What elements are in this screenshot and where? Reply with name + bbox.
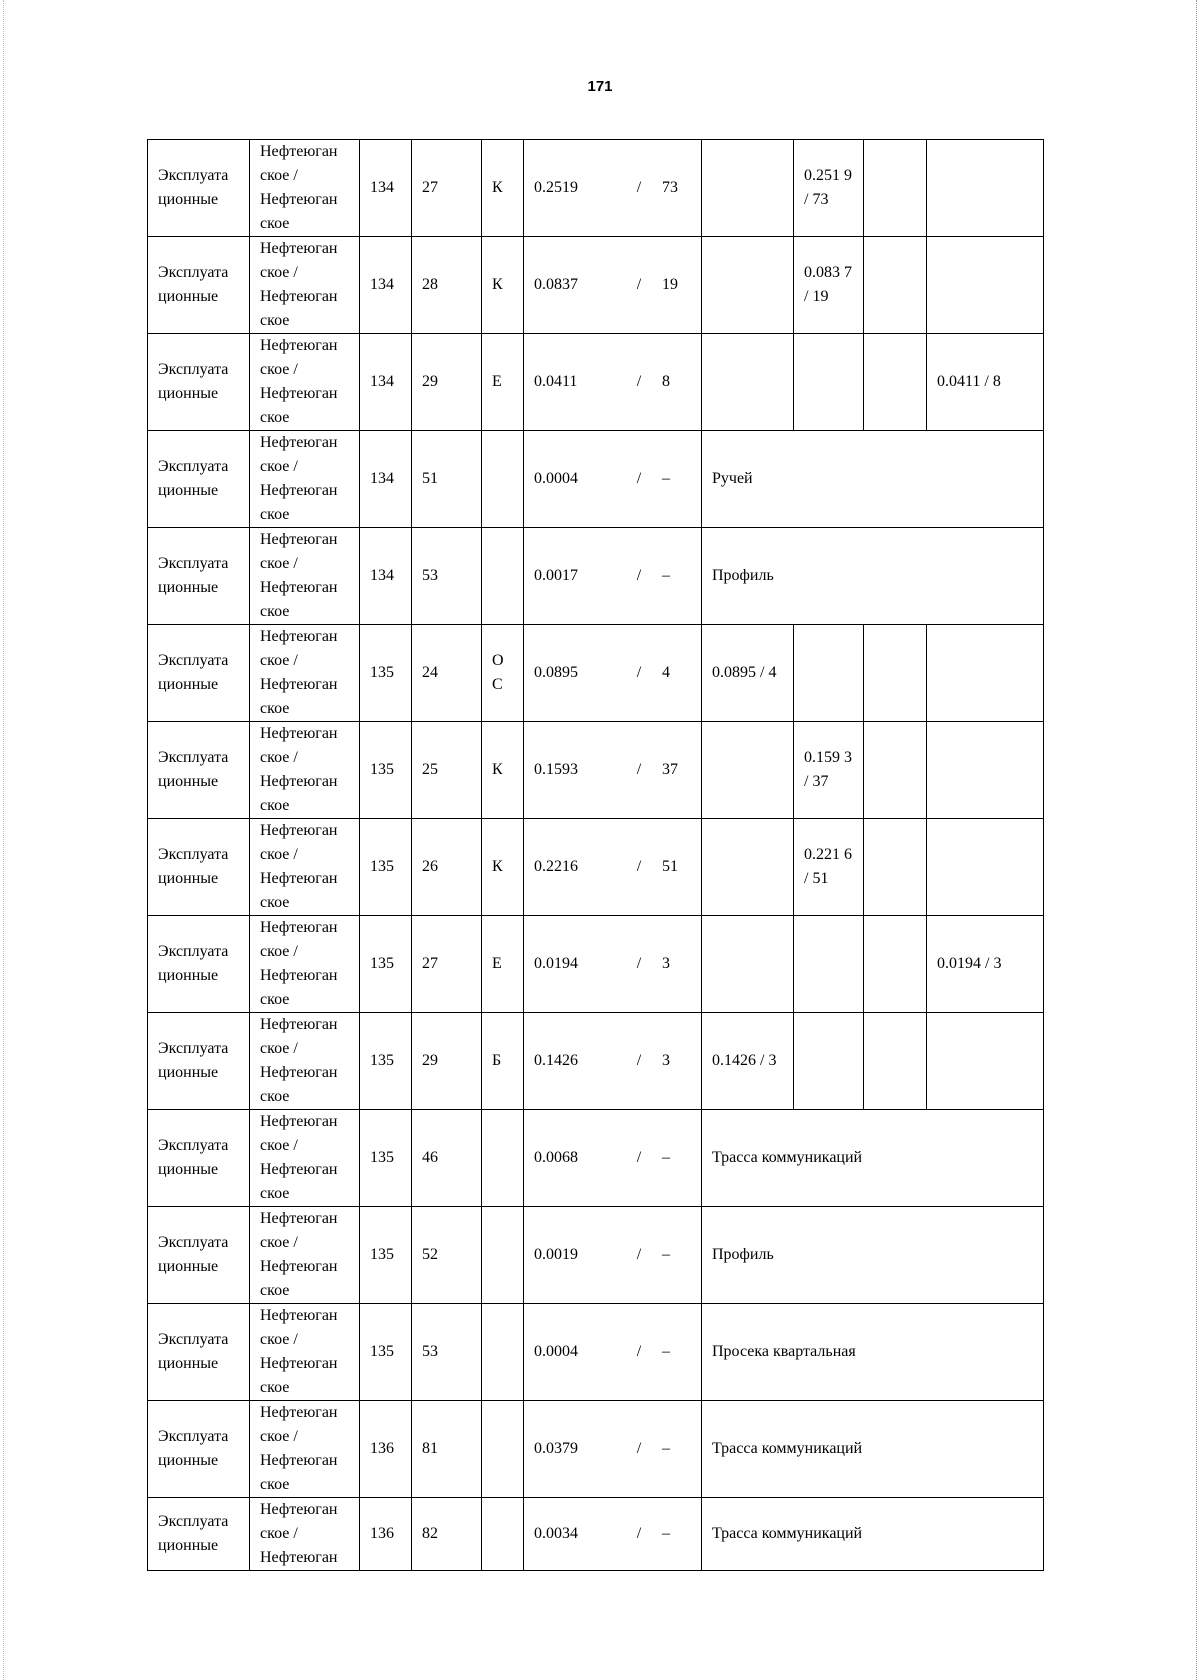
- land-category-cell: Эксплуата ционные: [148, 722, 250, 819]
- count-value: –: [661, 470, 670, 487]
- column-value-1: 0.0895 / 4: [702, 625, 794, 722]
- forestry-cell: Нефтеюган ское / Нефтеюган ское: [250, 722, 360, 819]
- area-count-group: [534, 758, 691, 782]
- quarter-number-cell: 134: [360, 431, 412, 528]
- area-count-cell: [524, 1401, 702, 1498]
- column-value-4: [927, 819, 1044, 916]
- area-value: 0.0194: [534, 955, 578, 972]
- column-value-3: [864, 334, 927, 431]
- slash-separator: /: [636, 276, 642, 293]
- table-row: [148, 722, 1044, 819]
- column-value-2: 0.251 9 / 73: [794, 140, 864, 237]
- slash-separator: /: [636, 1149, 642, 1166]
- land-category-cell: Эксплуата ционные: [148, 1013, 250, 1110]
- area-count-cell: [524, 334, 702, 431]
- area-value: 0.2216: [534, 858, 578, 875]
- count-value: –: [661, 1343, 670, 1360]
- plot-number-cell: 27: [412, 140, 482, 237]
- category-code-cell: [482, 431, 524, 528]
- land-category-cell: Эксплуата ционные: [148, 140, 250, 237]
- area-count-cell: [524, 1207, 702, 1304]
- column-value-4: [927, 237, 1044, 334]
- plot-number-cell: 53: [412, 528, 482, 625]
- column-value-3: [864, 819, 927, 916]
- quarter-number-cell: 134: [360, 528, 412, 625]
- area-value: 0.0895: [534, 664, 578, 681]
- column-value-2: 0.083 7 / 19: [794, 237, 864, 334]
- column-value-1: [702, 140, 794, 237]
- land-category-cell: Эксплуата ционные: [148, 819, 250, 916]
- description-cell: Трасса коммуникаций: [702, 1498, 1044, 1571]
- count-value: 3: [661, 955, 670, 972]
- column-value-1: [702, 334, 794, 431]
- area-value: 0.0411: [534, 373, 578, 390]
- slash-separator: /: [636, 1246, 642, 1263]
- land-category-cell: Эксплуата ционные: [148, 625, 250, 722]
- area-value: 0.1593: [534, 761, 578, 778]
- category-code-cell: О С: [482, 625, 524, 722]
- area-count-cell: [524, 1304, 702, 1401]
- column-value-1: [702, 237, 794, 334]
- forestry-cell: Нефтеюган ское / Нефтеюган ское: [250, 528, 360, 625]
- quarter-number-cell: 135: [360, 1304, 412, 1401]
- quarter-number-cell: 134: [360, 237, 412, 334]
- column-value-3: [864, 1013, 927, 1110]
- land-category-cell: Эксплуата ционные: [148, 334, 250, 431]
- slash-separator: /: [636, 761, 642, 778]
- column-value-2: [794, 1013, 864, 1110]
- area-value: 0.0379: [534, 1440, 578, 1457]
- area-count-group: [534, 952, 691, 976]
- category-code-cell: [482, 1207, 524, 1304]
- table-row: [148, 1498, 1044, 1571]
- area-count-cell: [524, 1110, 702, 1207]
- plot-number-cell: 24: [412, 625, 482, 722]
- plot-number-cell: 28: [412, 237, 482, 334]
- category-code-cell: [482, 528, 524, 625]
- forestry-cell: Нефтеюган ское / Нефтеюган ское: [250, 1110, 360, 1207]
- area-count-cell: [524, 1498, 702, 1571]
- column-value-3: [864, 140, 927, 237]
- forestry-cell: Нефтеюган ское / Нефтеюган ское: [250, 140, 360, 237]
- count-value: 51: [661, 858, 678, 875]
- area-count-group: [534, 176, 691, 200]
- area-count-cell: [524, 722, 702, 819]
- category-code-cell: Е: [482, 916, 524, 1013]
- forestry-cell: Нефтеюган ское / Нефтеюган: [250, 1498, 360, 1571]
- area-count-cell: [524, 237, 702, 334]
- table-row: [148, 625, 1044, 722]
- count-value: 4: [661, 664, 670, 681]
- quarter-number-cell: 135: [360, 625, 412, 722]
- area-count-group: [534, 661, 691, 685]
- slash-separator: /: [636, 1440, 642, 1457]
- area-count-group: [534, 1146, 691, 1170]
- column-value-1: [702, 819, 794, 916]
- plot-number-cell: 82: [412, 1498, 482, 1571]
- category-code-cell: К: [482, 237, 524, 334]
- column-value-1: 0.1426 / 3: [702, 1013, 794, 1110]
- category-code-cell: [482, 1304, 524, 1401]
- column-value-3: [864, 625, 927, 722]
- table-row: [148, 819, 1044, 916]
- area-count-cell: [524, 431, 702, 528]
- category-code-cell: [482, 1401, 524, 1498]
- quarter-number-cell: 135: [360, 916, 412, 1013]
- area-count-group: [534, 1340, 691, 1364]
- forestry-cell: Нефтеюган ское / Нефтеюган ское: [250, 819, 360, 916]
- forestry-cell: Нефтеюган ское / Нефтеюган ское: [250, 334, 360, 431]
- land-category-cell: Эксплуата ционные: [148, 1401, 250, 1498]
- plot-number-cell: 51: [412, 431, 482, 528]
- description-cell: Профиль: [702, 528, 1044, 625]
- column-value-4: [927, 722, 1044, 819]
- table-row: [148, 431, 1044, 528]
- slash-separator: /: [636, 373, 642, 390]
- area-value: 0.2519: [534, 179, 578, 196]
- area-count-cell: [524, 916, 702, 1013]
- area-count-group: [534, 1243, 691, 1267]
- area-value: 0.1426: [534, 1052, 578, 1069]
- description-cell: Трасса коммуникаций: [702, 1401, 1044, 1498]
- quarter-number-cell: 134: [360, 140, 412, 237]
- description-cell: Профиль: [702, 1207, 1044, 1304]
- area-count-group: [534, 1522, 691, 1546]
- category-code-cell: К: [482, 819, 524, 916]
- description-cell: Ручей: [702, 431, 1044, 528]
- slash-separator: /: [636, 955, 642, 972]
- count-value: 37: [661, 761, 678, 778]
- count-value: 19: [661, 276, 678, 293]
- plot-number-cell: 29: [412, 334, 482, 431]
- quarter-number-cell: 134: [360, 334, 412, 431]
- forestry-cell: Нефтеюган ское / Нефтеюган ское: [250, 1401, 360, 1498]
- forest-plots-table: [147, 139, 1044, 1571]
- table-row: [148, 334, 1044, 431]
- land-category-cell: Эксплуата ционные: [148, 431, 250, 528]
- area-value: 0.0068: [534, 1149, 578, 1166]
- category-code-cell: [482, 1498, 524, 1571]
- area-value: 0.0004: [534, 470, 578, 487]
- area-count-group: [534, 1049, 691, 1073]
- quarter-number-cell: 135: [360, 819, 412, 916]
- category-code-cell: К: [482, 140, 524, 237]
- forestry-cell: Нефтеюган ское / Нефтеюган ское: [250, 431, 360, 528]
- plot-number-cell: 52: [412, 1207, 482, 1304]
- area-value: 0.0004: [534, 1343, 578, 1360]
- land-category-cell: Эксплуата ционные: [148, 528, 250, 625]
- column-value-1: [702, 916, 794, 1013]
- land-category-cell: Эксплуата ционные: [148, 1207, 250, 1304]
- table-row: [148, 1013, 1044, 1110]
- land-category-cell: Эксплуата ционные: [148, 1304, 250, 1401]
- category-code-cell: Е: [482, 334, 524, 431]
- plot-number-cell: 81: [412, 1401, 482, 1498]
- column-value-1: [702, 722, 794, 819]
- column-value-4: [927, 625, 1044, 722]
- count-value: 73: [661, 179, 678, 196]
- quarter-number-cell: 136: [360, 1401, 412, 1498]
- column-value-3: [864, 916, 927, 1013]
- area-count-cell: [524, 140, 702, 237]
- area-count-cell: [524, 1013, 702, 1110]
- forestry-cell: Нефтеюган ское / Нефтеюган ское: [250, 1304, 360, 1401]
- table-row: [148, 237, 1044, 334]
- table-row: [148, 916, 1044, 1013]
- column-value-3: [864, 237, 927, 334]
- area-count-group: [534, 1437, 691, 1461]
- plot-number-cell: 53: [412, 1304, 482, 1401]
- table-row: [148, 1207, 1044, 1304]
- area-count-group: [534, 273, 691, 297]
- area-count-group: [534, 855, 691, 879]
- quarter-number-cell: 135: [360, 722, 412, 819]
- description-cell: Просека квартальная: [702, 1304, 1044, 1401]
- area-value: 0.0837: [534, 276, 578, 293]
- column-value-3: [864, 722, 927, 819]
- count-value: –: [661, 1440, 670, 1457]
- plot-number-cell: 27: [412, 916, 482, 1013]
- column-value-2: [794, 916, 864, 1013]
- count-value: –: [661, 567, 670, 584]
- slash-separator: /: [636, 1525, 642, 1542]
- area-count-cell: [524, 528, 702, 625]
- area-count-group: [534, 564, 691, 588]
- forestry-cell: Нефтеюган ское / Нефтеюган ское: [250, 916, 360, 1013]
- forestry-cell: Нефтеюган ское / Нефтеюган ское: [250, 625, 360, 722]
- quarter-number-cell: 135: [360, 1207, 412, 1304]
- land-category-cell: Эксплуата ционные: [148, 1110, 250, 1207]
- quarter-number-cell: 136: [360, 1498, 412, 1571]
- description-cell: Трасса коммуникаций: [702, 1110, 1044, 1207]
- scan-edge-left: [3, 0, 6, 1680]
- land-category-cell: Эксплуата ционные: [148, 237, 250, 334]
- category-code-cell: К: [482, 722, 524, 819]
- slash-separator: /: [636, 179, 642, 196]
- forestry-cell: Нефтеюган ское / Нефтеюган ское: [250, 1013, 360, 1110]
- page-number: 171: [587, 78, 613, 95]
- column-value-4: 0.0194 / 3: [927, 916, 1044, 1013]
- table-row: [148, 140, 1044, 237]
- area-count-cell: [524, 625, 702, 722]
- column-value-2: 0.221 6 / 51: [794, 819, 864, 916]
- area-value: 0.0019: [534, 1246, 578, 1263]
- table-row: [148, 1110, 1044, 1207]
- scan-edge-right: [1194, 0, 1197, 1680]
- slash-separator: /: [636, 858, 642, 875]
- slash-separator: /: [636, 664, 642, 681]
- column-value-2: [794, 625, 864, 722]
- column-value-2: 0.159 3 / 37: [794, 722, 864, 819]
- land-category-cell: Эксплуата ционные: [148, 916, 250, 1013]
- table-row: [148, 528, 1044, 625]
- plot-number-cell: 29: [412, 1013, 482, 1110]
- count-value: 8: [661, 373, 670, 390]
- quarter-number-cell: 135: [360, 1013, 412, 1110]
- forestry-cell: Нефтеюган ское / Нефтеюган ское: [250, 1207, 360, 1304]
- slash-separator: /: [636, 567, 642, 584]
- area-count-group: [534, 467, 691, 491]
- area-count-group: [534, 370, 691, 394]
- slash-separator: /: [636, 470, 642, 487]
- table-row: [148, 1401, 1044, 1498]
- count-value: 3: [661, 1052, 670, 1069]
- slash-separator: /: [636, 1343, 642, 1360]
- column-value-2: [794, 334, 864, 431]
- plot-number-cell: 26: [412, 819, 482, 916]
- area-value: 0.0034: [534, 1525, 578, 1542]
- category-code-cell: [482, 1110, 524, 1207]
- category-code-cell: Б: [482, 1013, 524, 1110]
- forestry-cell: Нефтеюган ское / Нефтеюган ское: [250, 237, 360, 334]
- area-count-cell: [524, 819, 702, 916]
- slash-separator: /: [636, 1052, 642, 1069]
- plot-number-cell: 46: [412, 1110, 482, 1207]
- land-category-cell: Эксплуата ционные: [148, 1498, 250, 1571]
- area-value: 0.0017: [534, 567, 578, 584]
- quarter-number-cell: 135: [360, 1110, 412, 1207]
- plot-number-cell: 25: [412, 722, 482, 819]
- column-value-4: [927, 1013, 1044, 1110]
- column-value-4: 0.0411 / 8: [927, 334, 1044, 431]
- table-body: [148, 140, 1044, 1571]
- count-value: –: [661, 1149, 670, 1166]
- count-value: –: [661, 1246, 670, 1263]
- table-row: [148, 1304, 1044, 1401]
- count-value: –: [661, 1525, 670, 1542]
- column-value-4: [927, 140, 1044, 237]
